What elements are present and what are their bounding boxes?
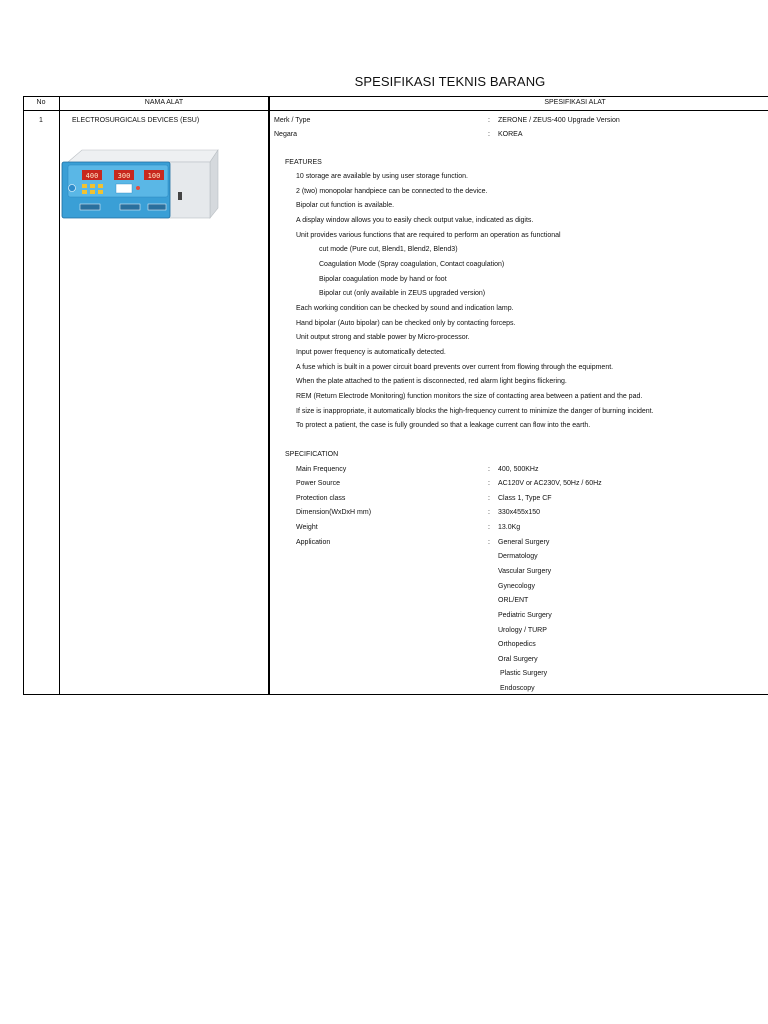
application-item: Orthopedics — [498, 641, 536, 648]
negara-label: Negara — [274, 131, 297, 138]
display-2-value: 300 — [117, 172, 131, 180]
device-side — [210, 150, 218, 218]
application-item: Pediatric Surgery — [498, 612, 552, 619]
application-item: Plastic Surgery — [500, 670, 548, 677]
key-4 — [82, 190, 87, 194]
power-switch — [69, 185, 76, 192]
feature-subitem: cut mode (Pure cut, Blend1, Blend2, Blend3) — [319, 246, 458, 253]
feature-item: 10 storage are available by using user storage function. — [296, 173, 468, 180]
key-2 — [90, 184, 95, 188]
spec-label: Protection class — [296, 495, 346, 502]
table-top-border — [23, 96, 768, 97]
feature-item: REM (Return Electrode Monitoring) function monitors the size of contacting area between a patient and the pad. — [296, 393, 643, 400]
device-name: ELECTROSURGICALS DEVICES (ESU) — [72, 117, 200, 124]
spec-label: Weight — [296, 524, 318, 531]
feature-item: 2 (two) monopolar handpiece can be connected to the device. — [296, 188, 488, 195]
spec-value: 13.0Kg — [498, 524, 521, 531]
device-top — [68, 150, 218, 162]
spec-colon: : — [488, 495, 490, 502]
feature-item: Bipolar cut function is available. — [296, 202, 395, 209]
application-item: ORL/ENT — [498, 597, 529, 604]
table-header-divider — [23, 110, 768, 111]
display-3-value: 100 — [147, 172, 161, 180]
socket-3 — [148, 204, 166, 210]
feature-item: To protect a patient, the case is fully grounded so that a leakage current can flow into the earth. — [296, 422, 591, 429]
document-title: SPESIFIKASI TEKNIS BARANG — [354, 74, 546, 89]
feature-item: Hand bipolar (Auto bipolar) can be checked only by contacting forceps. — [296, 320, 516, 327]
spec-colon: : — [488, 480, 490, 487]
spec-label: Main Frequency — [296, 466, 347, 473]
feature-subitem: Bipolar coagulation mode by hand or foot — [319, 276, 447, 283]
key-6 — [98, 190, 103, 194]
feature-item: Input power frequency is automatically detected. — [296, 349, 446, 356]
display-1-value: 400 — [85, 172, 99, 180]
spec-value: General Surgery — [498, 539, 550, 546]
application-item: Endoscopy — [500, 685, 535, 692]
table-col-divider-2 — [268, 96, 270, 695]
spec-colon: : — [488, 539, 490, 546]
feature-item: A fuse which is built in a power circuit board prevents over current from flowing through the equipment. — [296, 364, 614, 371]
esu-device-image — [60, 148, 220, 220]
spec-value: 330x455x150 — [498, 509, 541, 516]
feature-item: A display window allows you to easily check output value, indicated as digits. — [296, 217, 534, 224]
key-5 — [90, 190, 95, 194]
negara-colon: : — [488, 131, 490, 138]
merk-label: Merk / Type — [274, 117, 311, 124]
key-3 — [98, 184, 103, 188]
features-title: FEATURES — [285, 159, 322, 166]
table-bottom-border — [23, 694, 768, 695]
feature-item: If size is inappropriate, it automatically blocks the high-frequency current to minimize the danger of burning incident. — [296, 408, 654, 415]
application-item: Vascular Surgery — [498, 568, 552, 575]
application-item: Dermatology — [498, 553, 538, 560]
spec-value: Class 1, Type CF — [498, 495, 552, 502]
header-spesifikasi: SPESIFIKASI ALAT — [544, 99, 606, 106]
spec-title: SPECIFICATION — [285, 451, 339, 458]
table-left-border — [23, 96, 24, 695]
spec-colon: : — [488, 509, 490, 516]
merk-colon: : — [488, 117, 490, 124]
spec-colon: : — [488, 524, 490, 531]
application-item: Gynecology — [498, 583, 535, 590]
mode-lamp — [136, 186, 140, 190]
application-item: Urology / TURP — [498, 627, 547, 634]
feature-subitem: Coagulation Mode (Spray coagulation, Contact coagulation) — [319, 261, 505, 268]
application-item: Oral Surgery — [498, 656, 538, 663]
spec-label: Application — [296, 539, 331, 546]
feature-subitem: Bipolar cut (only available in ZEUS upgraded version) — [319, 290, 486, 297]
feature-item: Each working condition can be checked by sound and indication lamp. — [296, 305, 514, 312]
header-no: No — [36, 99, 46, 106]
spec-value: 400, 500KHz — [498, 466, 539, 473]
socket-2 — [120, 204, 140, 210]
row-number: 1 — [39, 117, 43, 124]
negara-value: KOREA — [498, 131, 523, 138]
header-nama-alat: NAMA ALAT — [144, 99, 184, 106]
key-1 — [82, 184, 87, 188]
feature-item: Unit output strong and stable power by Micro-processor. — [296, 334, 470, 341]
socket-1 — [80, 204, 100, 210]
spec-label: Power Source — [296, 480, 340, 487]
feature-item: Unit provides various functions that are required to perform an operation as functional — [296, 232, 561, 239]
merk-value: ZERONE / ZEUS-400 Upgrade Version — [498, 117, 620, 124]
feature-item: When the plate attached to the patient is disconnected, red alarm light begins flickering. — [296, 378, 567, 385]
spec-value: AC120V or AC230V, 50Hz / 60Hz — [498, 480, 602, 487]
spec-colon: : — [488, 466, 490, 473]
side-connector — [178, 192, 182, 200]
spec-label: Dimension(WxDxH mm) — [296, 509, 372, 516]
